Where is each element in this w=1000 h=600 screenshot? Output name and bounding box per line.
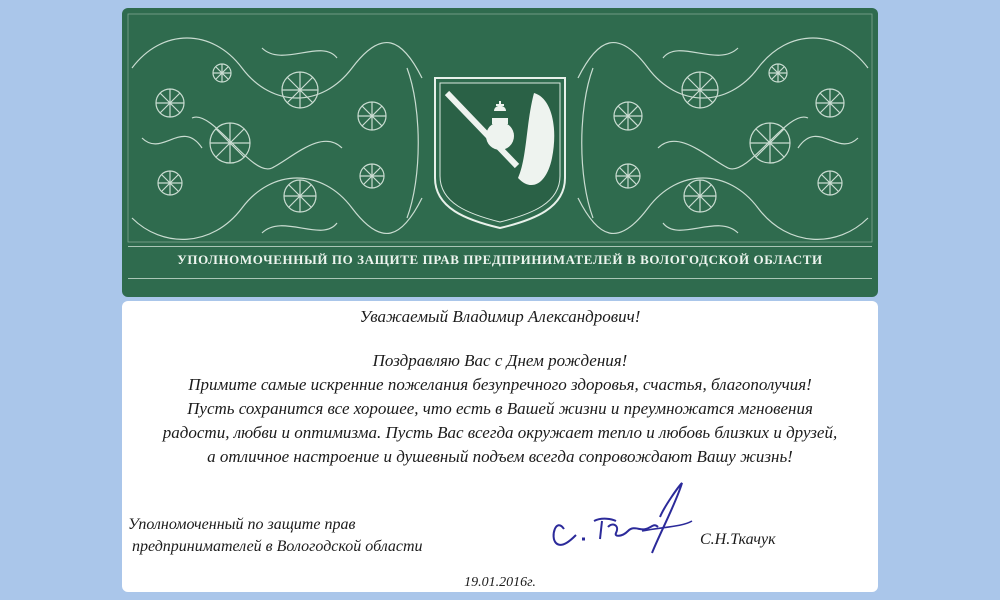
band-title: УПОЛНОМОЧЕННЫЙ ПО ЗАЩИТЕ ПРАВ ПРЕДПРИНИМАТЕЛЕЙ В ВОЛОГОДСКОЙ ОБЛАСТИ — [177, 252, 823, 267]
signatory-title-line: предпринимателей в Вологодской области — [132, 538, 423, 555]
divider — [128, 246, 872, 247]
ornament-pattern — [122, 8, 878, 248]
snowflake-icon — [360, 164, 384, 188]
letter-line: радости, любви и оптимизма. Пусть Вас всегда окружает тепло и любовь близких и друзей, — [162, 423, 838, 442]
header-card — [122, 8, 878, 297]
handwritten-signature — [542, 477, 702, 561]
snowflake-icon — [284, 180, 316, 212]
letter-line: Пусть сохранится все хорошее, что есть в Вашей жизни и преумножатся мгновения — [187, 399, 813, 418]
coat-of-arms-emblem — [435, 78, 565, 228]
letter-card — [122, 301, 878, 592]
greeting: Уважаемый Владимир Александрович! — [359, 307, 641, 326]
signatory-title-line: Уполномоченный по защите прав — [128, 516, 356, 533]
letter-date: 19.01.2016г. — [464, 575, 536, 590]
snowflake-icon — [358, 102, 386, 130]
letter-line: а отличное настроение и душевный подъем всегда сопровождают Вашу жизнь! — [207, 447, 793, 466]
snowflake-icon — [156, 89, 184, 117]
signatory-name: С.Н.Ткачук — [700, 531, 776, 548]
letter-line: Поздравляю Вас с Днем рождения! — [372, 351, 628, 370]
divider — [128, 278, 872, 279]
letter-line: Примите самые искренние пожелания безупречного здоровья, счастья, благополучия! — [188, 375, 812, 394]
snowflake-icon — [213, 64, 231, 82]
snowflake-icon — [210, 123, 250, 163]
letter-body — [122, 349, 878, 469]
signatory-title — [128, 514, 423, 558]
snowflake-icon — [282, 72, 318, 108]
snowflake-icon — [158, 171, 182, 195]
